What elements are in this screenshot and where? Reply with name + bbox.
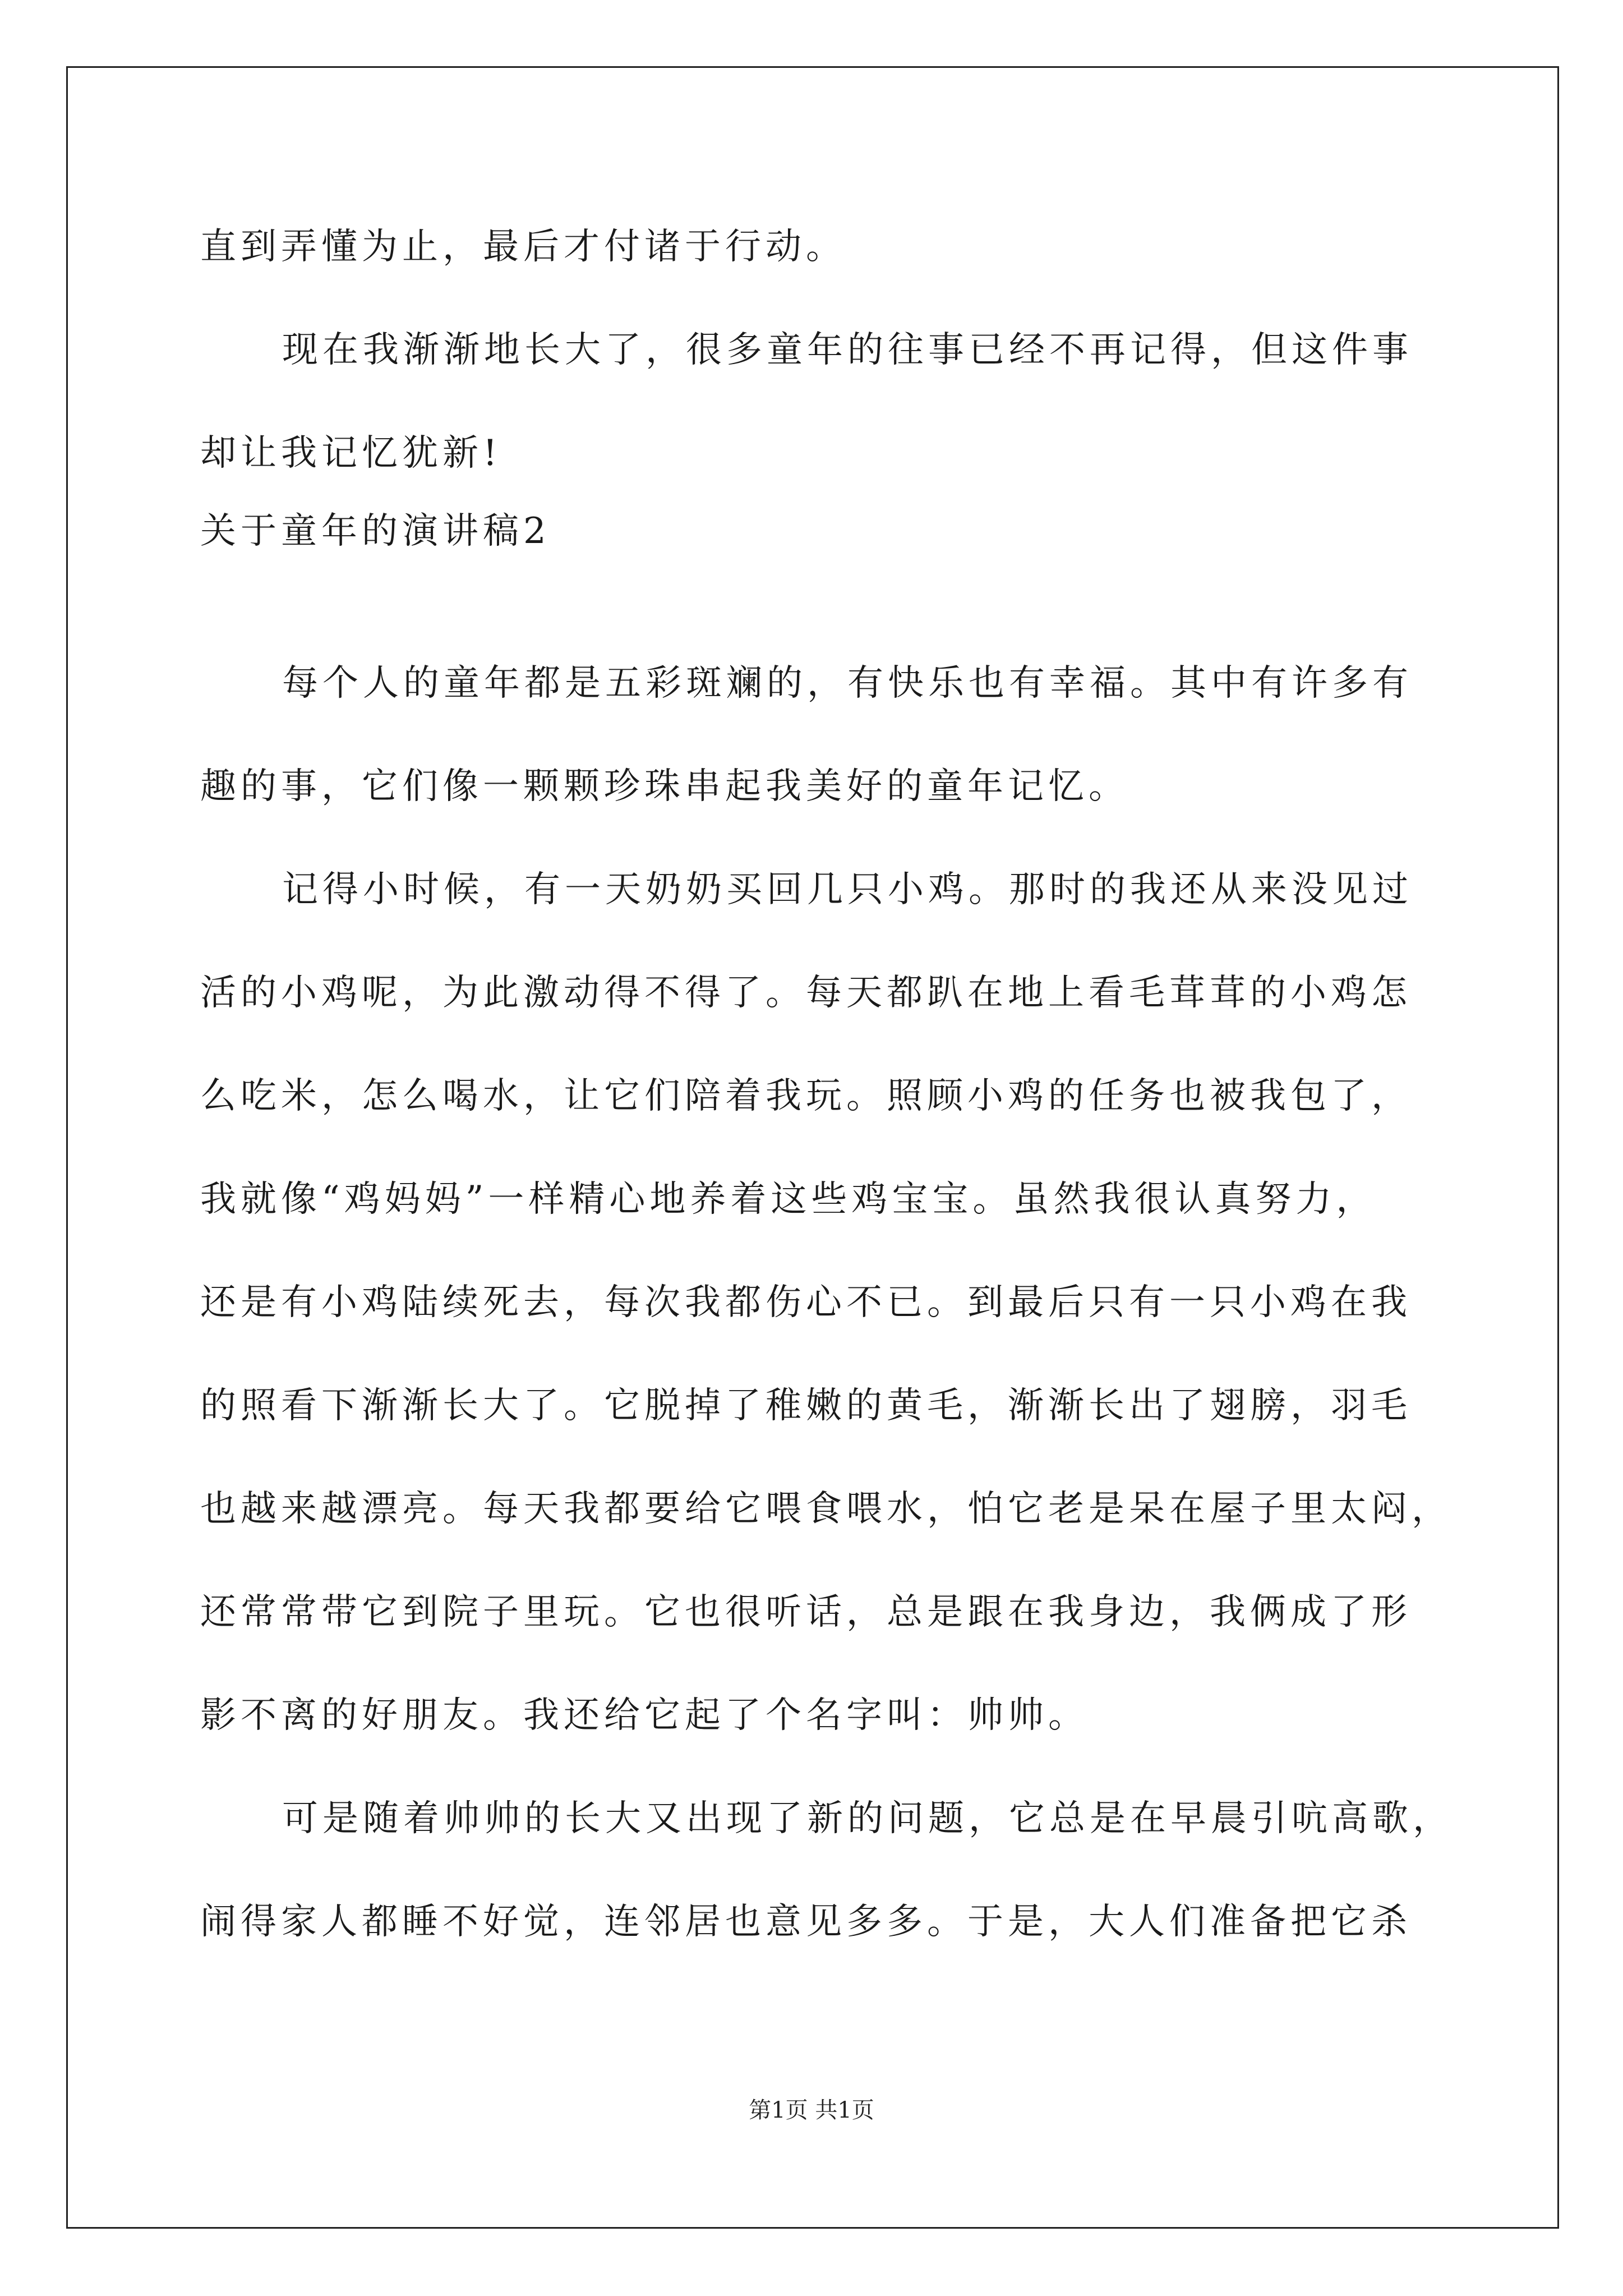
paragraph-line: 却让我记忆犹新! (200, 432, 502, 474)
paragraph-line: 趣的事，它们像一颗颗珍珠串起我美好的童年记忆。 (200, 766, 1129, 807)
page-number-footer: 第1页 共1页 (749, 2097, 874, 2123)
paragraph-line: 每个人的童年都是五彩斑斓的，有快乐也有幸福。其中有许多有 (282, 662, 1413, 704)
paragraph-line: 可是随着帅帅的长大又出现了新的问题，它总是在早晨引吭高歌， (282, 1798, 1453, 1839)
paragraph-line: 直到弄懂为止，最后才付诸于行动。 (200, 226, 846, 268)
paragraph-line: 记得小时候，有一天奶奶买回几只小鸡。那时的我还从来没见过 (282, 869, 1413, 910)
paragraph-line: 还常常带它到院子里玩。它也很听话，总是跟在我身边，我俩成了形 (200, 1591, 1412, 1633)
paragraph-line: 闹得家人都睡不好觉，连邻居也意见多多。于是，大人们准备把它杀 (200, 1901, 1412, 1943)
paragraph-line: 的照看下渐渐长大了。它脱掉了稚嫩的黄毛，渐渐长出了翅膀，羽毛 (200, 1385, 1412, 1427)
paragraph-line: 也越来越漂亮。每天我都要给它喂食喂水，怕它老是呆在屋子里太闷， (200, 1488, 1452, 1530)
paragraph-line: 还是有小鸡陆续死去，每次我都伤心不已。到最后只有一只小鸡在我 (200, 1282, 1412, 1323)
paragraph-line: 影不离的好朋友。我还给它起了个名字叫：帅帅。 (200, 1695, 1089, 1736)
paragraph-line: 我就像“鸡妈妈”一样精心地养着这些鸡宝宝。虽然我很认真努力， (200, 1179, 1377, 1220)
paragraph-line: 活的小鸡呢，为此激动得不得了。每天都趴在地上看毛茸茸的小鸡怎 (200, 972, 1412, 1014)
paragraph-line: 现在我渐渐地长大了，很多童年的往事已经不再记得，但这件事 (282, 329, 1413, 371)
paragraph-line: 么吃米，怎么喝水，让它们陪着我玩。照顾小鸡的任务也被我包了， (200, 1075, 1412, 1117)
section-heading: 关于童年的演讲稿2 (200, 510, 551, 552)
